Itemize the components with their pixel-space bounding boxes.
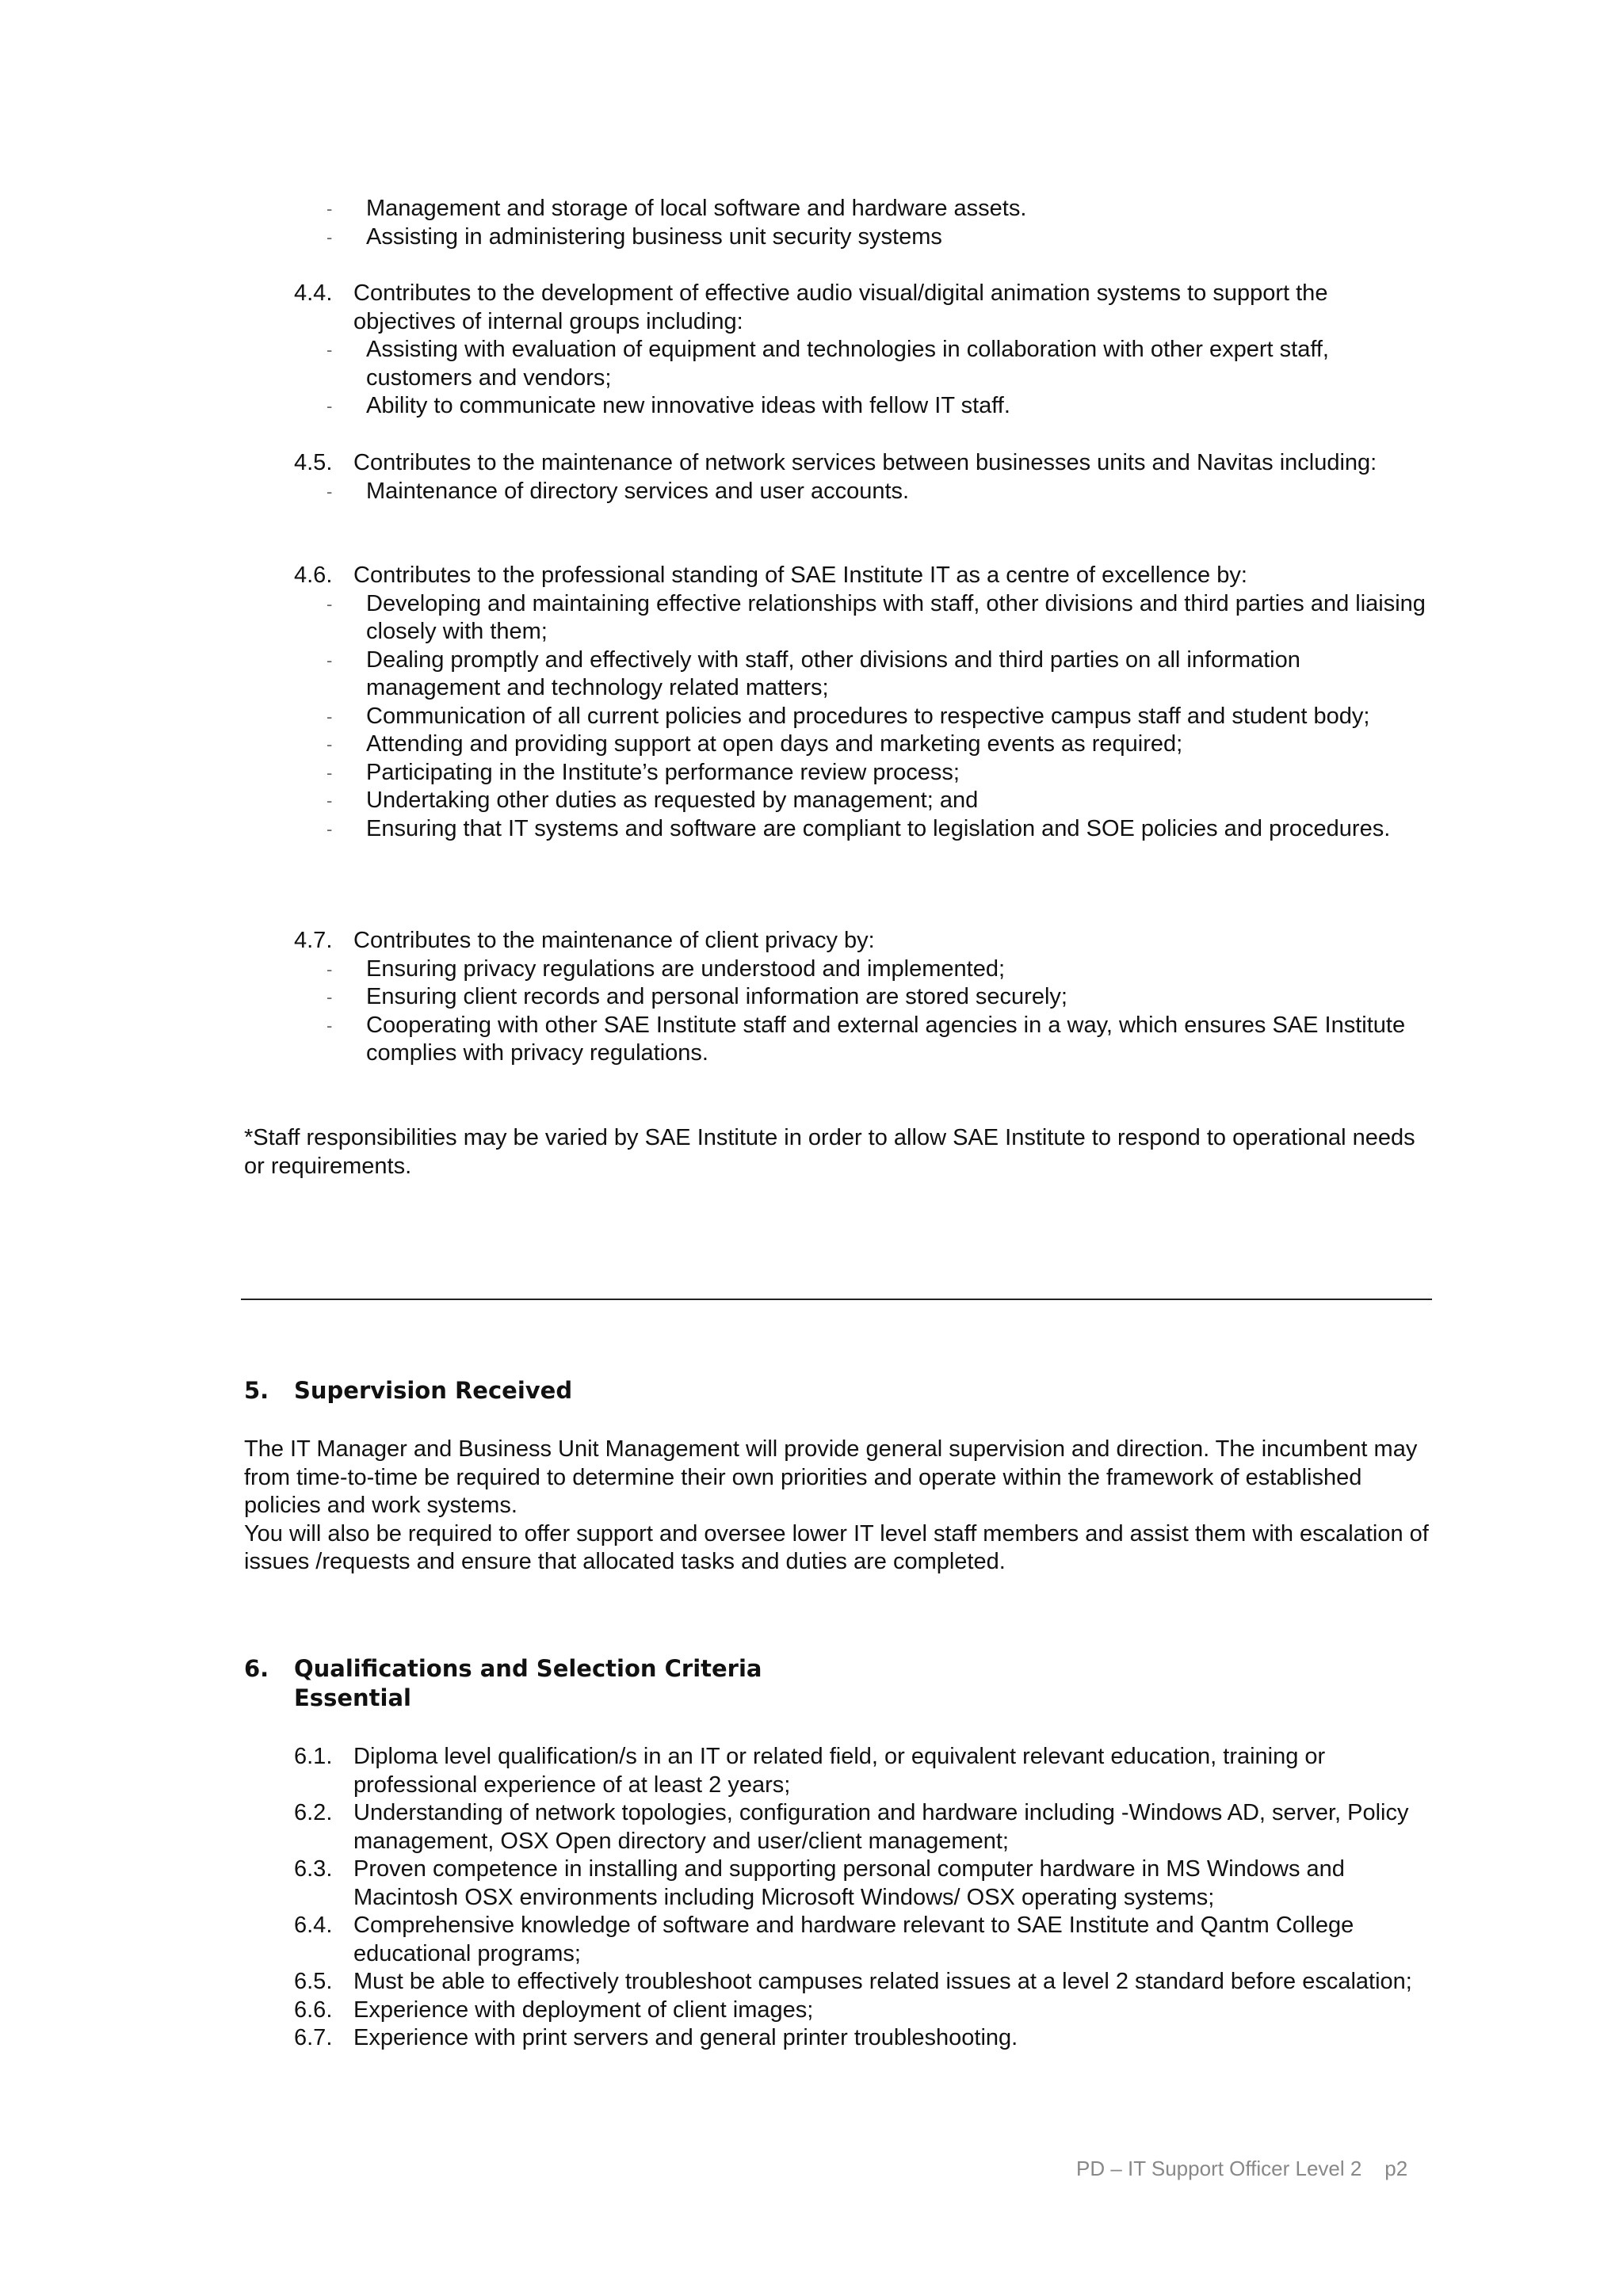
dash-icon: - [327,1015,333,1035]
bullet-item: - Ensuring privacy regulations are understood and implemented; [327,955,1435,984]
item-text: Contributes to the development of effective audio visual/digital animation systems to support the objectives of internal groups including: [353,280,1328,334]
dash-icon: - [327,593,333,614]
bullet-item: - Attending and providing support at open days and marketing events as required; [327,730,1435,759]
item-bullets [294,955,1435,1068]
qualification-item: 6.1. Diploma level qualification/s in an IT or related field, or equivalent relevant education, training or professional experience of at least 2 years; [294,1744,1326,1798]
qualification-item: 6.4. Comprehensive knowledge of software and hardware relevant to SAE Institute and Qantm College educational programs; [294,1913,1354,1966]
section-number: 5. [244,1377,269,1404]
item-bullets [294,590,1435,844]
dash-icon: - [327,987,333,1007]
bullet-item: - Ensuring client records and personal information are stored securely; [327,983,1435,1012]
page-footer [1076,2157,1407,2181]
section-5-heading [244,1376,572,1405]
dash-icon: - [327,791,333,810]
bullet-item: - Communication of all current policies and procedures to respective campus staff and student body; [327,703,1435,731]
footer-doc-title: PD – IT Support Officer Level 2 [1076,2157,1362,2180]
item-number: 6.5. [294,1969,333,1994]
section-5-body [244,1436,1441,1577]
bullet-item: - Undertaking other duties as requested by management; and [327,787,1435,815]
bullet-item: - Dealing promptly and effectively with staff, other divisions and third parties on all information management and technology related matters; [327,646,1300,700]
dash-icon: - [327,227,333,247]
dash-icon: - [327,481,333,502]
item-number: 6.2. [294,1800,333,1825]
dash-icon: - [327,706,333,727]
item-number: 4.7. [294,928,333,953]
dash-icon: - [327,762,333,783]
bullet-item: - Assisting in administering business unit security systems [327,223,1436,252]
section-6-heading [244,1654,762,1713]
section-title: Qualifications and Selection Criteria [294,1655,762,1682]
dash-icon: - [327,650,333,670]
item-bullets [294,478,1435,506]
section-divider [241,1299,1432,1300]
dash-icon: - [327,818,333,839]
item-number: 4.6. [294,563,333,588]
item-number: 4.4. [294,280,333,306]
responsibilities-note: *Staff responsibilities may be varied by SAE Institute in order to allow SAE Institute to respond to operational needs or requirements. [244,1125,1415,1179]
section-subtitle: Essential [294,1684,411,1711]
qualification-item: 6.5. Must be able to effectively troubleshoot campuses related issues at a level 2 standard before escalation; [294,1968,1435,1997]
qualification-item: 6.7. Experience with print servers and general printer troubleshooting. [294,2024,1435,2053]
item-4-7 [294,927,1435,1068]
item-4-4 [294,280,1435,421]
bullet-item: - Maintenance of directory services and user accounts. [327,478,1435,506]
item-number: 6.1. [294,1744,333,1769]
continuation-bullets [327,195,1436,251]
dash-icon: - [327,396,333,416]
dash-icon: - [327,734,333,754]
item-number: 6.7. [294,2025,333,2050]
item-text: Contributes to the maintenance of network services between businesses units and Navitas including: [353,450,1377,475]
section-title: Supervision Received [294,1377,573,1404]
item-number: 6.6. [294,1997,333,2023]
item-number: 6.3. [294,1856,333,1882]
dash-icon: - [327,959,333,979]
item-text: Contributes to the maintenance of client privacy by: [353,928,875,953]
bullet-item: - Developing and maintaining effective relationships with staff, other divisions and third parties and liaising closely with them; [327,590,1426,644]
item-number: 6.4. [294,1913,333,1938]
dash-icon: - [327,199,333,219]
bullet-item: - Management and storage of local software and hardware assets. [327,195,1436,223]
dash-icon: - [327,340,333,360]
page-number: p2 [1384,2157,1408,2180]
qualifications-list [294,1743,1435,2053]
qualification-item: 6.3. Proven competence in installing and supporting personal computer hardware in MS Windows and Macintosh OSX environments including Microsoft Windows/ OSX operating systems; [294,1856,1345,1910]
paragraph: You will also be required to offer support and oversee lower IT level staff members and assist them with escalation of issues /requests and ensure that allocated tasks and duties are completed. [244,1520,1429,1574]
bullet-item: - Ensuring that IT systems and software are compliant to legislation and SOE policies and procedures. [327,815,1435,844]
qualification-item: 6.2. Understanding of network topologies, configuration and hardware including -Windows AD, server, Policy management, OSX Open directory and user/client management; [294,1800,1409,1854]
item-4-6 [294,562,1435,843]
item-4-5 [294,449,1435,505]
item-bullets [294,336,1435,421]
section-number: 6. [244,1655,269,1682]
bullet-item: - Assisting with evaluation of equipment and technologies in collaboration with other expert staff, customers and vendors; [327,337,1329,391]
item-number: 4.5. [294,450,333,475]
bullet-item: - Cooperating with other SAE Institute staff and external agencies in a way, which ensures SAE Institute complies with privacy regulations. [327,1012,1406,1066]
item-text: Contributes to the professional standing of SAE Institute IT as a centre of excellence by: [353,563,1247,588]
bullet-item: - Ability to communicate new innovative ideas with fellow IT staff. [327,392,1435,421]
paragraph: The IT Manager and Business Unit Management will provide general supervision and direction. The incumbent may from time-to-time be required to determine their own priorities and operate within the framework of established policies and work systems. [244,1436,1418,1518]
bullet-item: - Participating in the Institute’s performance review process; [327,759,1435,788]
qualification-item: 6.6. Experience with deployment of client images; [294,1997,1435,2025]
